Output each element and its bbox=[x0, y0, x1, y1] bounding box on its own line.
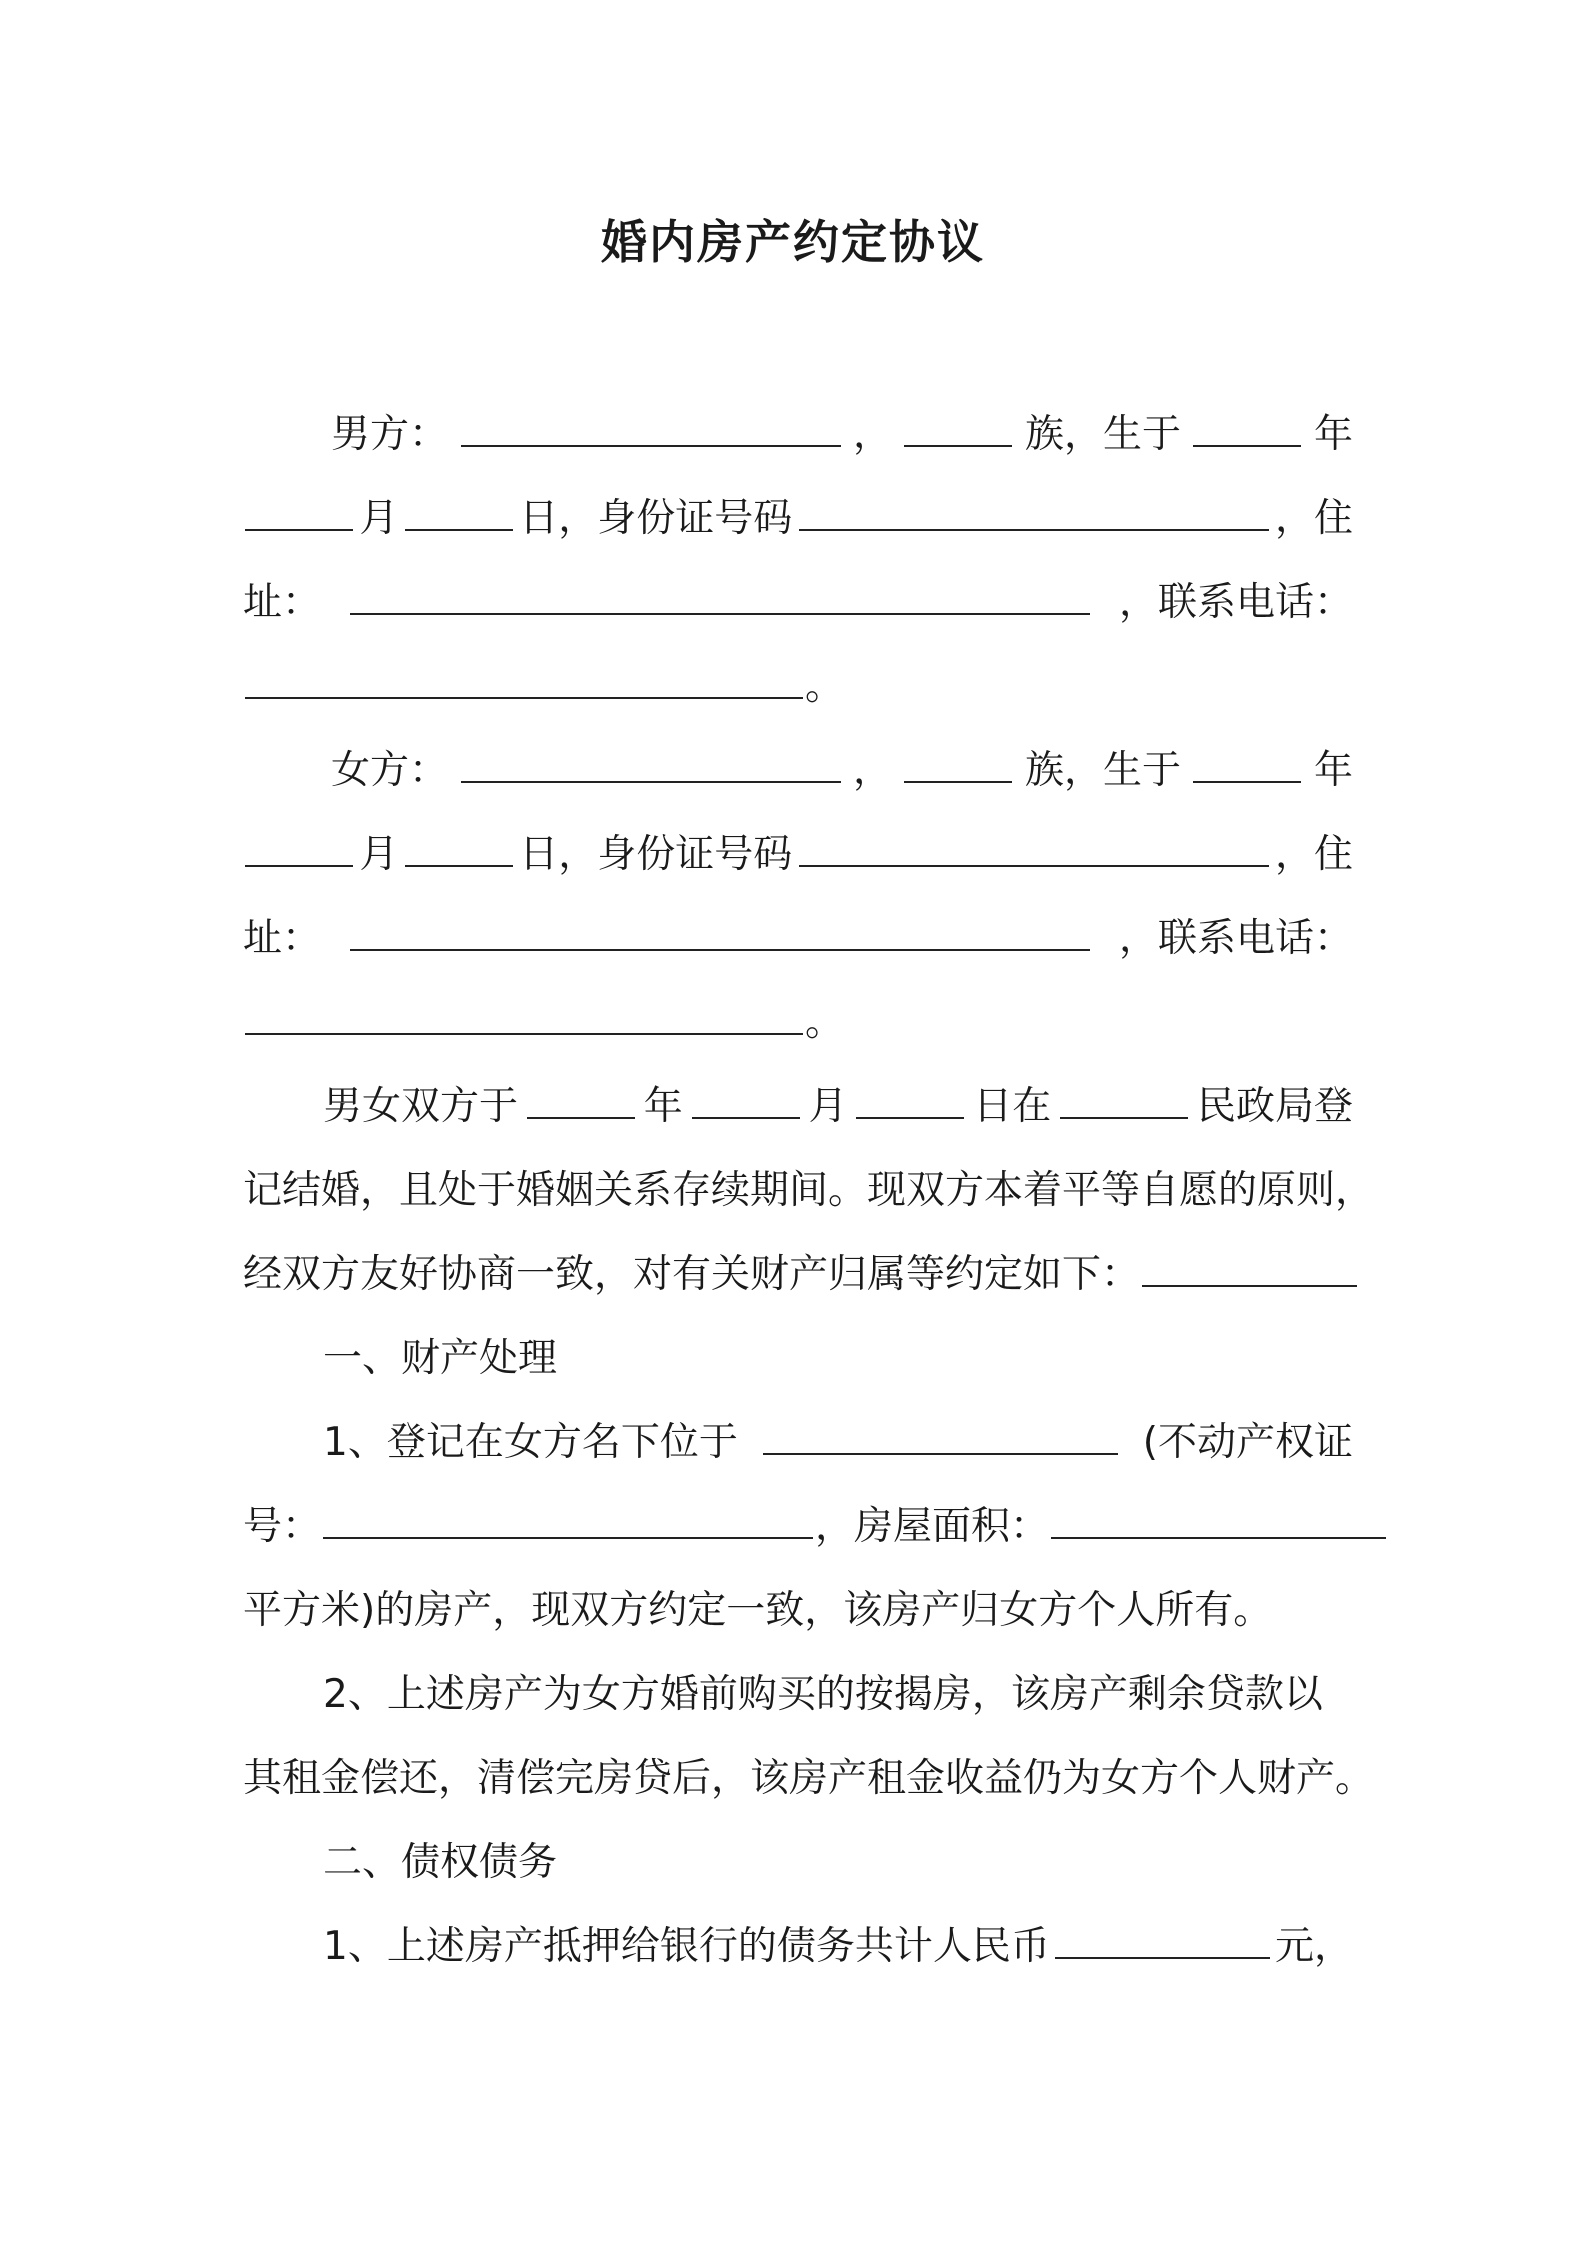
female-comma: ， bbox=[852, 748, 892, 793]
s1-item2-line-1 bbox=[243, 1665, 1353, 1725]
female-addr-label: 址： bbox=[243, 916, 322, 961]
male-name-blank[interactable] bbox=[461, 409, 841, 447]
male-label: 男方： bbox=[331, 412, 449, 457]
s1-item1-start-text: 1、登记在女方名下位于 bbox=[323, 1420, 738, 1465]
male-end-period: 。 bbox=[805, 664, 845, 709]
s2-item1-end-text: 元， bbox=[1274, 1924, 1353, 1969]
property-cert-number-blank[interactable] bbox=[323, 1501, 813, 1539]
civil-affairs-bureau-blank[interactable] bbox=[1060, 1081, 1188, 1119]
marriage-day-blank[interactable] bbox=[856, 1081, 964, 1119]
s1-item1-no-text: 号： bbox=[243, 1504, 322, 1549]
agreement-terms-blank[interactable] bbox=[1142, 1249, 1357, 1287]
female-addr-comma: ，住 bbox=[1274, 832, 1353, 877]
male-phone-label: ，联系电话： bbox=[1118, 580, 1353, 625]
document-title: 婚内房产约定协议 bbox=[601, 215, 985, 269]
s1-item1-line-3-text: 平方米)的房产，现双方约定一致，该房产归女方个人所有。 bbox=[243, 1588, 1273, 1633]
male-birth-year-blank[interactable] bbox=[1193, 409, 1301, 447]
female-birth-year-blank[interactable] bbox=[1193, 745, 1301, 783]
intro-start-text: 男女双方于 bbox=[323, 1084, 519, 1129]
s2-item1-start-text: 1、上述房产抵押给银行的债务共计人民币 bbox=[323, 1924, 1050, 1969]
male-month-text: 月 bbox=[359, 496, 399, 541]
male-ethnic-text: 族，生于 bbox=[1024, 412, 1181, 457]
female-month-text: 月 bbox=[359, 832, 399, 877]
male-address-blank[interactable] bbox=[350, 577, 1090, 615]
female-phone-label: ，联系电话： bbox=[1118, 916, 1353, 961]
female-year-text: 年 bbox=[1313, 748, 1353, 793]
male-addr-label: 址： bbox=[243, 580, 322, 625]
intro-line-2-text: 记结婚，且处于婚姻关系存续期间。现双方本着平等自愿的原则， bbox=[243, 1168, 1375, 1213]
s1-item1-cert-text: (不动产权证 bbox=[1142, 1420, 1353, 1465]
male-line-4 bbox=[243, 657, 1353, 717]
female-ethnicity-blank[interactable] bbox=[904, 745, 1012, 783]
intro-line-1 bbox=[243, 1077, 1353, 1137]
section-2-heading: 二、债权债务 bbox=[323, 1840, 558, 1885]
female-line-3 bbox=[243, 909, 1353, 969]
intro-line-3 bbox=[243, 1245, 1353, 1305]
section-1-heading-line bbox=[243, 1329, 1353, 1389]
marriage-month-blank[interactable] bbox=[692, 1081, 800, 1119]
marriage-year-blank[interactable] bbox=[527, 1081, 635, 1119]
male-line-2 bbox=[243, 489, 1353, 549]
property-area-blank[interactable] bbox=[1051, 1501, 1386, 1539]
male-birth-month-blank[interactable] bbox=[245, 493, 353, 531]
s1-item1-line-1 bbox=[243, 1413, 1353, 1473]
female-name-blank[interactable] bbox=[461, 745, 841, 783]
s1-item1-area-text: ，房屋面积： bbox=[815, 1504, 1050, 1549]
female-end-period: 。 bbox=[805, 1000, 845, 1045]
intro-line-3-text: 经双方友好协商一致，对有关财产归属等约定如下： bbox=[243, 1252, 1141, 1297]
female-line-1 bbox=[243, 741, 1353, 801]
s1-item1-line-2 bbox=[243, 1497, 1353, 1557]
female-id-number-blank[interactable] bbox=[799, 829, 1269, 867]
section-1-heading: 一、财产处理 bbox=[323, 1336, 558, 1381]
male-ethnicity-blank[interactable] bbox=[904, 409, 1012, 447]
female-ethnic-text: 族，生于 bbox=[1024, 748, 1181, 793]
female-label: 女方： bbox=[331, 748, 449, 793]
intro-month-text: 月 bbox=[808, 1084, 848, 1129]
s2-item1-line-1 bbox=[243, 1917, 1353, 1977]
female-birth-month-blank[interactable] bbox=[245, 829, 353, 867]
female-address-blank[interactable] bbox=[350, 913, 1090, 951]
male-addr-comma: ，住 bbox=[1274, 496, 1353, 541]
female-phone-blank[interactable] bbox=[245, 997, 803, 1035]
male-year-text: 年 bbox=[1313, 412, 1353, 457]
s1-item1-line-3 bbox=[243, 1581, 1353, 1641]
property-location-blank[interactable] bbox=[763, 1417, 1118, 1455]
male-comma: ， bbox=[852, 412, 892, 457]
female-day-id-text: 日，身份证号码 bbox=[519, 832, 793, 877]
male-line-1 bbox=[243, 405, 1353, 465]
s1-item2-line-2 bbox=[243, 1749, 1375, 1809]
intro-bureau-text: 民政局登 bbox=[1196, 1084, 1353, 1129]
female-line-2 bbox=[243, 825, 1353, 885]
s1-item2-line-1-text: 2、上述房产为女方婚前购买的按揭房，该房产剩余贷款以 bbox=[323, 1672, 1323, 1717]
male-day-id-text: 日，身份证号码 bbox=[519, 496, 793, 541]
intro-line-2 bbox=[243, 1161, 1375, 1221]
male-phone-blank[interactable] bbox=[245, 661, 803, 699]
male-line-3 bbox=[243, 573, 1353, 633]
male-id-number-blank[interactable] bbox=[799, 493, 1269, 531]
intro-year-text: 年 bbox=[643, 1084, 683, 1129]
intro-day-text: 日在 bbox=[973, 1084, 1052, 1129]
debt-amount-blank[interactable] bbox=[1055, 1921, 1270, 1959]
male-birth-day-blank[interactable] bbox=[405, 493, 513, 531]
s1-item2-line-2-text: 其租金偿还，清偿完房贷后，该房产租金收益仍为女方个人财产。 bbox=[243, 1756, 1375, 1801]
female-line-4 bbox=[243, 993, 1353, 1053]
section-2-heading-line bbox=[243, 1833, 1353, 1893]
female-birth-day-blank[interactable] bbox=[405, 829, 513, 867]
